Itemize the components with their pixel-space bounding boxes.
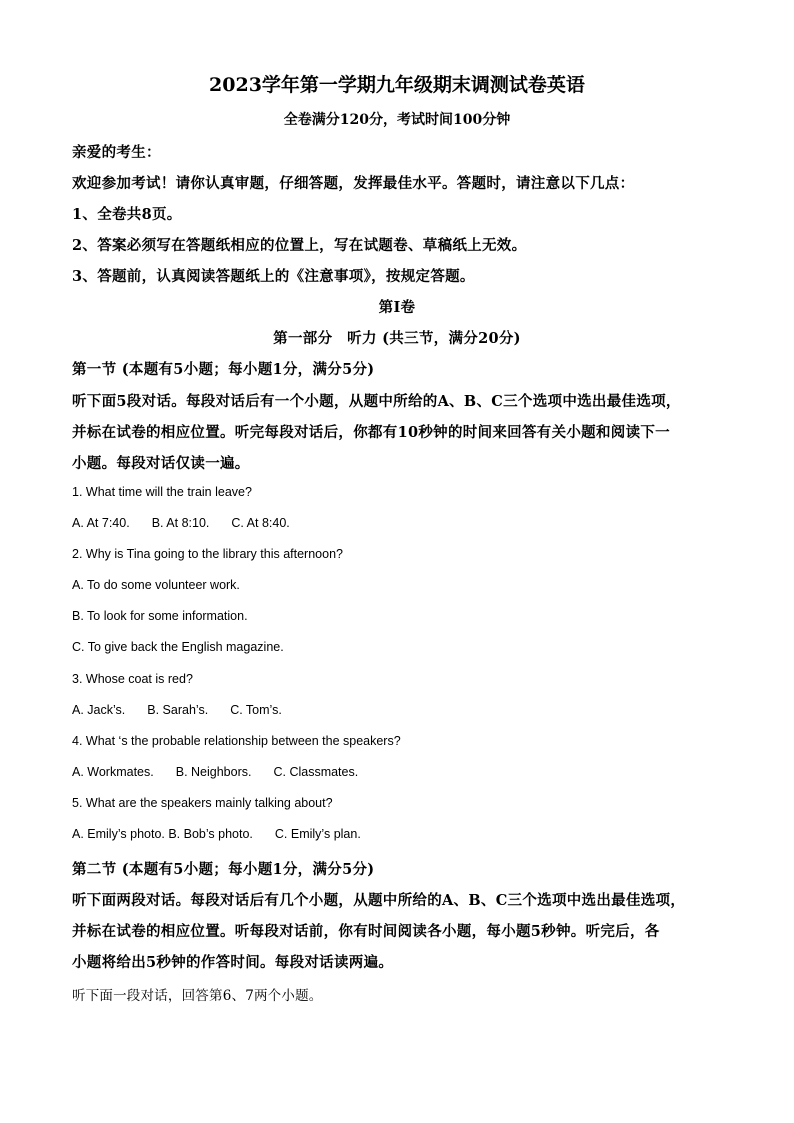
option-a: A. At 7:40.: [72, 516, 130, 530]
section1-instruction: 并标在试卷的相应位置。听完每段对话后，你都有10秒钟的时间来回答有关小题和阅读下一: [72, 424, 670, 441]
notice-intro: 欢迎参加考试！请你认真审题，仔细答题，发挥最佳水平。答题时，请注意以下几点：: [72, 175, 635, 192]
option-c: C. Tom’s.: [230, 703, 282, 717]
option-c: C. Classmates.: [273, 765, 359, 779]
question-stem: 4. What ‘s the probable relationship between the speakers?: [72, 734, 401, 748]
option-c: C. Emily’s plan.: [274, 827, 361, 841]
option-c: C. To give back the English magazine.: [72, 640, 284, 654]
question-options: [72, 765, 380, 779]
question-stem: 1. What time will the train leave?: [72, 485, 252, 499]
greeting: 亲爱的考生：: [72, 144, 161, 161]
question-options: [72, 703, 304, 717]
notice-item: 1、全卷共8页。: [72, 206, 182, 223]
section2-instruction: 并标在试卷的相应位置。听每段对话前，你有时间阅读各小题，每小题5秒钟。听完后，各: [72, 923, 660, 940]
section2-heading: 第二节 (本题有5小题；每小题1分，满分5分): [72, 861, 375, 878]
section1-heading: 第一节 (本题有5小题；每小题1分，满分5分): [72, 361, 375, 378]
volume-heading: 第I卷: [378, 299, 416, 316]
sub-instruction: 听下面一段对话，回答第6、7两个小题。: [72, 988, 323, 1004]
section1-instruction: 听下面5段对话。每段对话后有一个小题，从题中所给的A、B、C三个选项中选出最佳选项，: [72, 393, 681, 410]
option-b: B. Sarah’s.: [147, 703, 209, 717]
question-options: [72, 827, 383, 841]
section1-instruction: 小题。每段对话仅读一遍。: [72, 455, 250, 472]
option-a: A. Workmates.: [72, 765, 154, 779]
section2-instruction: 小题将给出5秒钟的作答时间。每段对话读两遍。: [72, 954, 394, 971]
question-options: [72, 516, 312, 530]
question-stem: 3. Whose coat is red?: [72, 672, 193, 686]
option-b: B. Neighbors.: [175, 765, 252, 779]
option-b: B. At 8:10.: [151, 516, 210, 530]
exam-title: 2023学年第一学期九年级期末调测试卷英语: [209, 74, 585, 96]
option-c: C. At 8:40.: [231, 516, 290, 530]
part1-title: 第一部分 听力 (共三节，满分20分): [273, 330, 521, 347]
option-a-b: A. Emily’s photo. B. Bob’s photo.: [72, 827, 253, 841]
option-a: A. Jack’s.: [72, 703, 126, 717]
question-stem: 5. What are the speakers mainly talking about?: [72, 796, 333, 810]
notice-item: 2、答案必须写在答题纸相应的位置上，写在试题卷、草稿纸上无效。: [72, 237, 527, 254]
section2-instruction: 听下面两段对话。每段对话后有几个小题，从题中所给的A、B、C三个选项中选出最佳选项，: [72, 892, 686, 909]
option-a: A. To do some volunteer work.: [72, 578, 240, 592]
notice-item: 3、答题前，认真阅读答题纸上的《注意事项》，按规定答题。: [72, 268, 475, 285]
question-stem: 2. Why is Tina going to the library this afternoon?: [72, 547, 343, 561]
option-b: B. To look for some information.: [72, 609, 248, 623]
exam-subtitle: 全卷满分120分，考试时间100分钟: [283, 112, 511, 128]
